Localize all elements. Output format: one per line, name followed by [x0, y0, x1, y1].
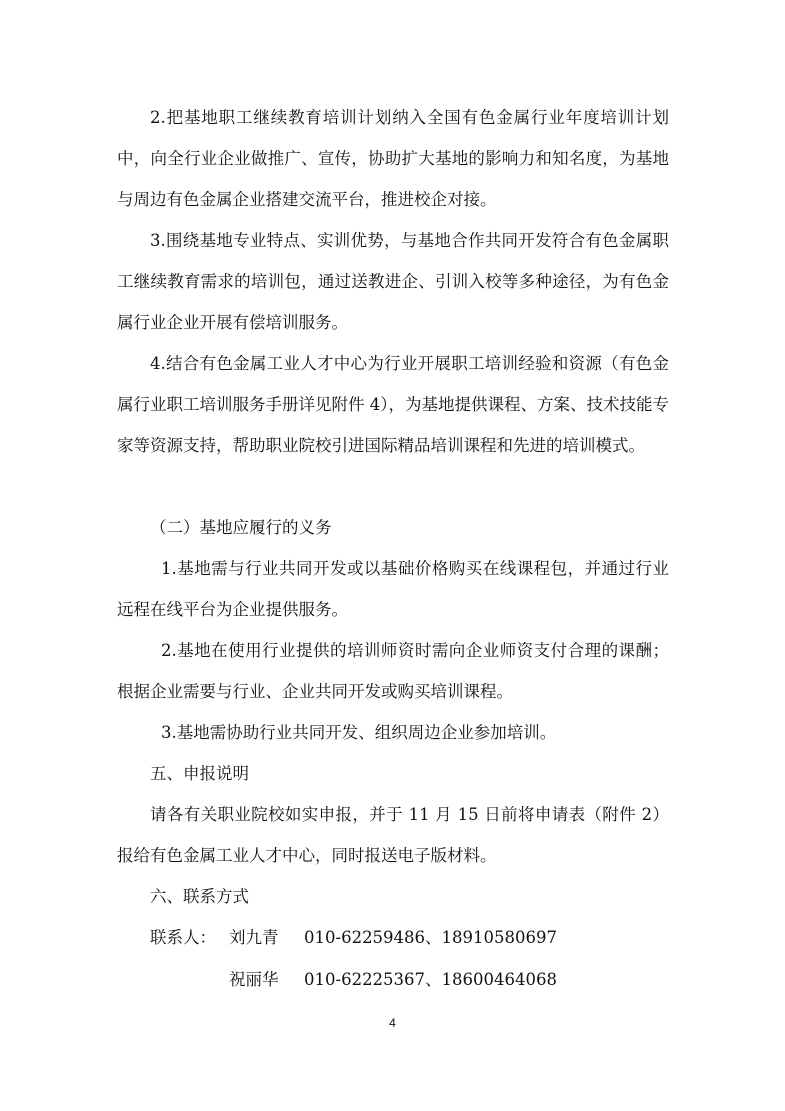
- section-five-text: 请各有关职业院校如实申报，并于 11 月 15 日前将申请表（附件 2）报给有色金属工业人才中心，同时报送电子版材料。: [117, 805, 669, 865]
- obligation-item-2: 2.基地在使用行业提供的培训师资时需向企业师资支付合理的课酬；根据企业需要与行业、企业共同开发或购买培训课程。: [117, 641, 669, 701]
- obligation-item-3: 3.基地需协助行业共同开发、组织周边企业参加培训。: [161, 723, 557, 742]
- contact-phones: 010-62225367、18600464068: [304, 970, 558, 989]
- paragraph-item-3: 3.围绕基地专业特点、实训优势，与基地合作共同开发符合有色金属职工继续教育需求的培训包，通过送教进企、引训入校等多种途径，为有色金属行业企业开展有偿培训服务。: [117, 231, 669, 332]
- paragraph-item-2: 2.把基地职工继续教育培训计划纳入全国有色金属行业年度培训计划中，向全行业企业做推广、宣传，协助扩大基地的影响力和知名度，为基地与周边有色金属企业搭建交流平台，推进校企对接。: [117, 108, 669, 209]
- contact-name: 刘九青: [229, 928, 279, 947]
- page-number: 4: [389, 1016, 396, 1030]
- obligation-item-1: 1.基地需与行业共同开发或以基础价格购买在线课程包，并通过行业远程在线平台为企业提供服务。: [117, 559, 669, 619]
- contact-name: 祝丽华: [229, 970, 279, 989]
- section-five-heading: 五、申报说明: [150, 764, 249, 783]
- paragraph-item-4: 4.结合有色金属工业人才中心为行业开展职工培训经验和资源（有色金属行业职工培训服务手册详见附件 4），为基地提供课程、方案、技术技能专家等资源支持，帮助职业院校引进国际精品培训课程和先进的培训模式。: [117, 354, 669, 455]
- section-two-heading: （二）基地应履行的义务: [150, 518, 332, 537]
- contact-label: 联系人：: [150, 928, 216, 947]
- section-six-heading: 六、联系方式: [150, 887, 249, 906]
- contact-phones: 010-62259486、18910580697: [304, 928, 558, 947]
